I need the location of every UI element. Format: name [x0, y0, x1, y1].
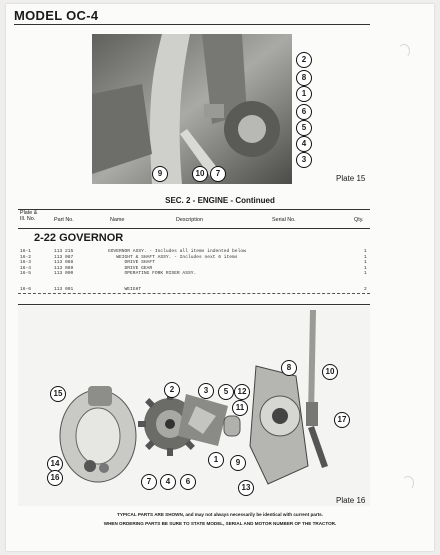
table-row	[18, 271, 370, 277]
callout-number: 8	[296, 70, 312, 86]
part-name: GOVERNOR ASSY. - Includes all items indented below	[108, 249, 246, 254]
callout-number: 5	[296, 120, 312, 136]
hole-punch-mark	[398, 44, 410, 58]
col-qty: Qty.	[354, 217, 364, 223]
col-plate: Plate & Ill. No.	[20, 210, 38, 222]
callout-number: 17	[334, 412, 350, 428]
col-serial: Serial No.	[272, 217, 296, 223]
table-bottom-rule	[18, 304, 370, 305]
part-no: 113 089	[54, 265, 74, 271]
callout-number: 16	[47, 470, 63, 486]
parts-table-header	[18, 209, 370, 229]
plate-label: Plate 15	[336, 174, 366, 183]
plate-label: Plate 16	[336, 496, 366, 505]
callout-number: 15	[50, 386, 66, 402]
footer-note: TYPICAL PARTS ARE SHOWN, and may not always necessarily be identical with current parts.	[117, 512, 323, 517]
qty: 1	[364, 254, 367, 260]
callout-number: 7	[210, 166, 226, 182]
section-title: SEC. 2 - ENGINE - Continued	[165, 196, 275, 205]
callout-number: 7	[141, 474, 157, 490]
part-no: 113 091	[54, 286, 74, 292]
callout-number: 14	[47, 456, 63, 472]
col-name: Name	[110, 217, 125, 223]
part-name: DRIVE GEAR	[108, 265, 153, 271]
callout-number: 1	[296, 86, 312, 102]
callout-number: 2	[164, 382, 180, 398]
ill-no: 16-5	[20, 271, 32, 277]
plate-15-photo	[92, 34, 292, 184]
col-part-no: Part No.	[54, 217, 74, 223]
callout-number: 10	[192, 166, 208, 182]
part-no: 113 215	[54, 249, 74, 254]
header-rule	[14, 24, 370, 25]
model-title: MODEL OC-4	[14, 8, 99, 23]
part-name: WEIGHT	[108, 286, 142, 292]
part-no: 113 090	[54, 271, 74, 277]
row-divider	[18, 293, 370, 294]
part-name: OPERATING FORK RISER ASSY.	[108, 271, 197, 277]
table-row	[18, 287, 370, 293]
callout-number: 9	[152, 166, 168, 182]
callout-number: 6	[180, 474, 196, 490]
callout-number: 6	[296, 104, 312, 120]
group-title: 2-22 GOVERNOR	[34, 232, 124, 244]
callout-number: 11	[232, 400, 248, 416]
callout-number: 2	[296, 52, 312, 68]
qty: 1	[364, 265, 367, 271]
callout-number: 12	[234, 384, 250, 400]
callout-number: 3	[198, 383, 214, 399]
ill-no: 16-6	[20, 286, 32, 292]
parts-table-body	[18, 249, 370, 293]
qty: 2	[364, 286, 367, 292]
callout-number: 10	[322, 364, 338, 380]
callout-number: 9	[230, 455, 246, 471]
callout-number: 5	[218, 384, 234, 400]
callout-number: 8	[281, 360, 297, 376]
qty: 1	[364, 271, 367, 277]
part-name: WEIGHT & SHAFT ASSY. - Includes next 6 items	[108, 254, 238, 260]
col-description: Description	[176, 217, 203, 223]
part-no: 113 087	[54, 254, 74, 260]
callout-number: 4	[296, 136, 312, 152]
callout-number: 13	[238, 480, 254, 496]
footer-instruction: WHEN ORDERING PARTS BE SURE TO STATE MODEL, SERIAL AND MOTOR NUMBER OF THE TRACTOR.	[103, 521, 337, 526]
qty: 1	[364, 260, 367, 266]
hole-punch-mark	[402, 476, 414, 490]
callout-number: 1	[208, 452, 224, 468]
part-name: DRIVE SHAFT	[108, 260, 155, 266]
part-no: 113 088	[54, 260, 74, 266]
callout-number: 4	[160, 474, 176, 490]
callout-number: 3	[296, 152, 312, 168]
ill-no: 16-4	[20, 265, 32, 271]
ill-no: 16-1	[20, 249, 32, 254]
ill-no: 16-3	[20, 260, 32, 266]
qty: 1	[364, 249, 367, 254]
ill-no: 16-2	[20, 254, 32, 260]
